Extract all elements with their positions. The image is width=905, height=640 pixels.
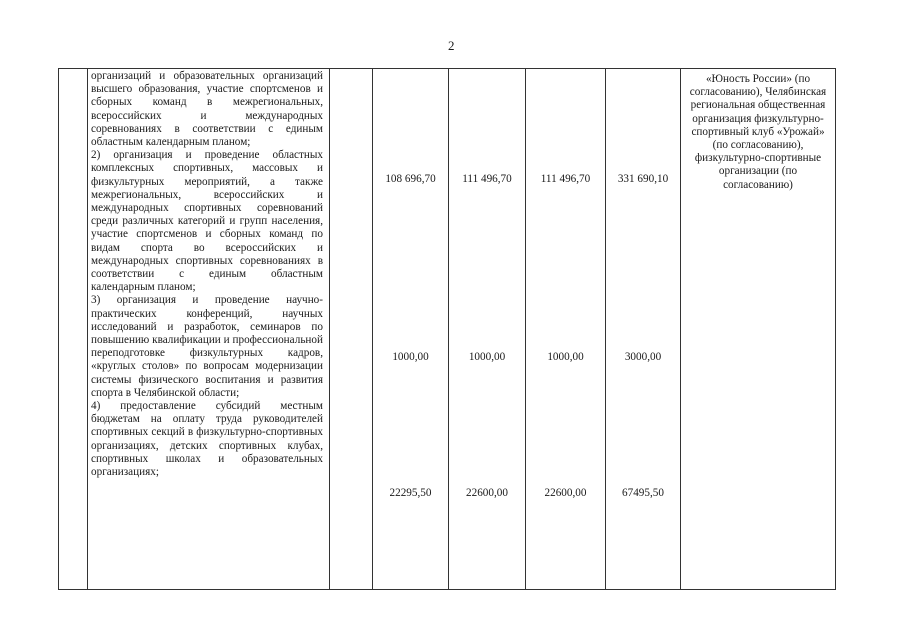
row2-year3-value: 111 496,70 xyxy=(540,173,591,185)
number-cell xyxy=(59,69,88,590)
activity-item-4: 4) предоставление субсидий местным бюджетам на оплату труда руководителей спортивных секций в физкультурно-спортивных организациях, детских спортивных клубах, спортивных школах и образовательных организациях; xyxy=(91,400,323,479)
activity-item-3: 3) организация и проведение научно-практических конференций, научных исследований и разработок, семинаров по повышению квалификации и профессиональной переподготовке физкультурных кадров, «круглых столов» по вопросам модернизации системы физического воспитания и развития спорта в Челябинской области; xyxy=(91,294,323,399)
activities-cell xyxy=(88,69,330,590)
row4-total-value: 67495,50 xyxy=(622,487,664,499)
program-table xyxy=(58,68,836,590)
year1-cell xyxy=(373,69,449,590)
row3-year2-value: 1000,00 xyxy=(468,351,506,363)
row4-year1-value: 22295,50 xyxy=(389,487,432,499)
executors-text: «Юность России» (по согласованию), Челябинская региональная общественная организация физкультурно-спортивный клуб «Урожай» (по согласованию), физкультурно-спортивные организации (по согласованию) xyxy=(689,73,827,191)
executors-cell xyxy=(681,69,836,590)
year2-cell xyxy=(449,69,526,590)
row3-year3-value: 1000,00 xyxy=(547,351,584,363)
year3-cell xyxy=(526,69,606,590)
activity-item-2: 2) организация и проведение областных комплексных спортивных, массовых и физкультурных мероприятий, а также межрегиональных, всероссийских и международных спортивных соревнований среди различных категорий и групп населения, участие спортсменов и сборных команд по видам спорта во всероссийских и международных спортивных соревнованиях в соответствии с единым областным календарным планом; xyxy=(91,149,323,294)
blank-column-cell xyxy=(330,69,373,590)
row2-total-value: 331 690,10 xyxy=(617,173,669,185)
table-row xyxy=(59,69,836,590)
row3-total-value: 3000,00 xyxy=(624,351,662,363)
total-cell xyxy=(606,69,681,590)
row4-year3-value: 22600,00 xyxy=(544,487,587,499)
row2-year1-value: 108 696,70 xyxy=(385,173,436,185)
row3-year1-value: 1000,00 xyxy=(392,351,429,363)
row2-year2-value: 111 496,70 xyxy=(462,173,512,185)
page-number: 2 xyxy=(448,38,455,53)
row4-year2-value: 22600,00 xyxy=(466,487,508,499)
activity-item-1: организаций и образовательных организаций высшего образования, участие спортсменов и сборных команд в межрегиональных, всероссийских и международных соревнованиях в соответствии с единым областным календарным планом; xyxy=(91,70,323,149)
